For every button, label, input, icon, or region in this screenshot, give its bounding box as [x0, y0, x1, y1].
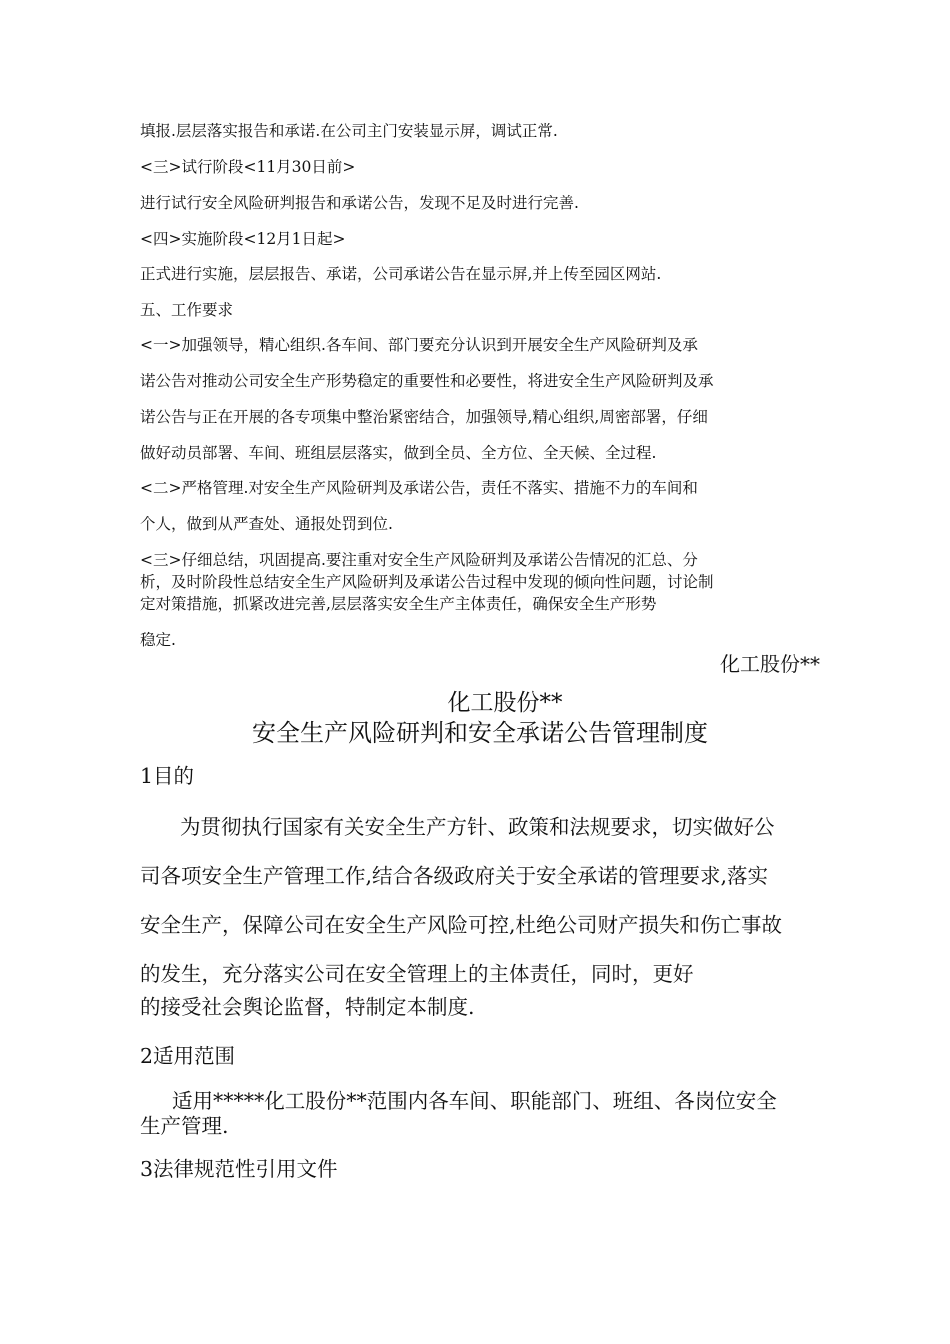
paragraph-implementation: 正式进行实施，层层报告、承诺，公司承诺公告在显示屏,并上传至园区网站. [140, 265, 662, 283]
doc-title-company [140, 688, 820, 718]
section-1-heading: 1目的 [140, 764, 195, 788]
doc-title-company-text: 化工股份** [447, 690, 563, 716]
heading-implementation-phase: <四>实施阶段<12月1日起> [140, 230, 346, 248]
requirement-2-line-2: 个人，做到从严查处、通报处罚到位. [140, 515, 393, 533]
section-2-line-1: 适用*****化工股份**范围内各车间、职能部门、班组、各岗位安全 [172, 1089, 777, 1113]
section-1-line-2: 司各项安全生产管理工作,结合各级政府关于安全承诺的管理要求,落实 [140, 864, 769, 888]
signature-text: 化工股份** [720, 652, 820, 676]
requirement-1-line-2: 诺公告对推动公司安全生产形势稳定的重要性和必要性，将进安全生产风险研判及承 [140, 372, 714, 390]
section-1-line-4: 的发生，充分落实公司在安全管理上的主体责任，同时，更好 [140, 962, 694, 986]
section-2-line-2: 生产管理. [140, 1114, 229, 1138]
paragraph-fill-report: 填报.层层落实报告和承诺.在公司主门安装显示屏，调试正常. [140, 122, 558, 140]
requirement-3-line-4: 稳定. [140, 631, 176, 649]
section-3-heading: 3法律规范性引用文件 [140, 1157, 338, 1181]
section-1-line-5: 的接受社会舆论监督，特制定本制度. [140, 995, 475, 1019]
requirement-1-line-4: 做好动员部署、车间、班组层层落实，做到全员、全方位、全天候、全过程. [140, 444, 657, 462]
heading-trial-phase: <三>试行阶段<11月30日前> [140, 158, 356, 176]
requirement-1-line-1: <一>加强领导，精心组织.各车间、部门要充分认识到开展安全生产风险研判及承 [140, 336, 698, 354]
section-1-line-3: 安全生产，保障公司在安全生产风险可控,杜绝公司财产损失和伤亡事故 [140, 913, 783, 937]
signature-company [560, 651, 820, 677]
requirement-1-line-3: 诺公告与正在开展的各专项集中整治紧密结合，加强领导,精心组织,周密部署，仔细 [140, 408, 708, 426]
requirement-3-line-1: <三>仔细总结，巩固提高.要注重对安全生产风险研判及承诺公告情况的汇总、分 [140, 551, 698, 569]
section-1-line-1: 为贯彻执行国家有关安全生产方针、政策和法规要求，切实做好公 [180, 815, 775, 839]
paragraph-trial: 进行试行安全风险研判报告和承诺公告，发现不足及时进行完善. [140, 194, 579, 212]
section-2-heading: 2适用范围 [140, 1044, 236, 1068]
requirement-3-line-2: 析，及时阶段性总结安全生产风险研判及承诺公告过程中发现的倾向性问题，讨论制 [140, 573, 714, 591]
requirement-2-line-1: <二>严格管理.对安全生产风险研判及承诺公告，责任不落实、措施不力的车间和 [140, 479, 698, 497]
heading-work-requirements: 五、工作要求 [140, 301, 234, 319]
doc-title-main: 安全生产风险研判和安全承诺公告管理制度 [252, 719, 708, 747]
requirement-3-line-3: 定对策措施，抓紧改进完善,层层落实安全生产主体责任，确保安全生产形势 [140, 595, 657, 613]
